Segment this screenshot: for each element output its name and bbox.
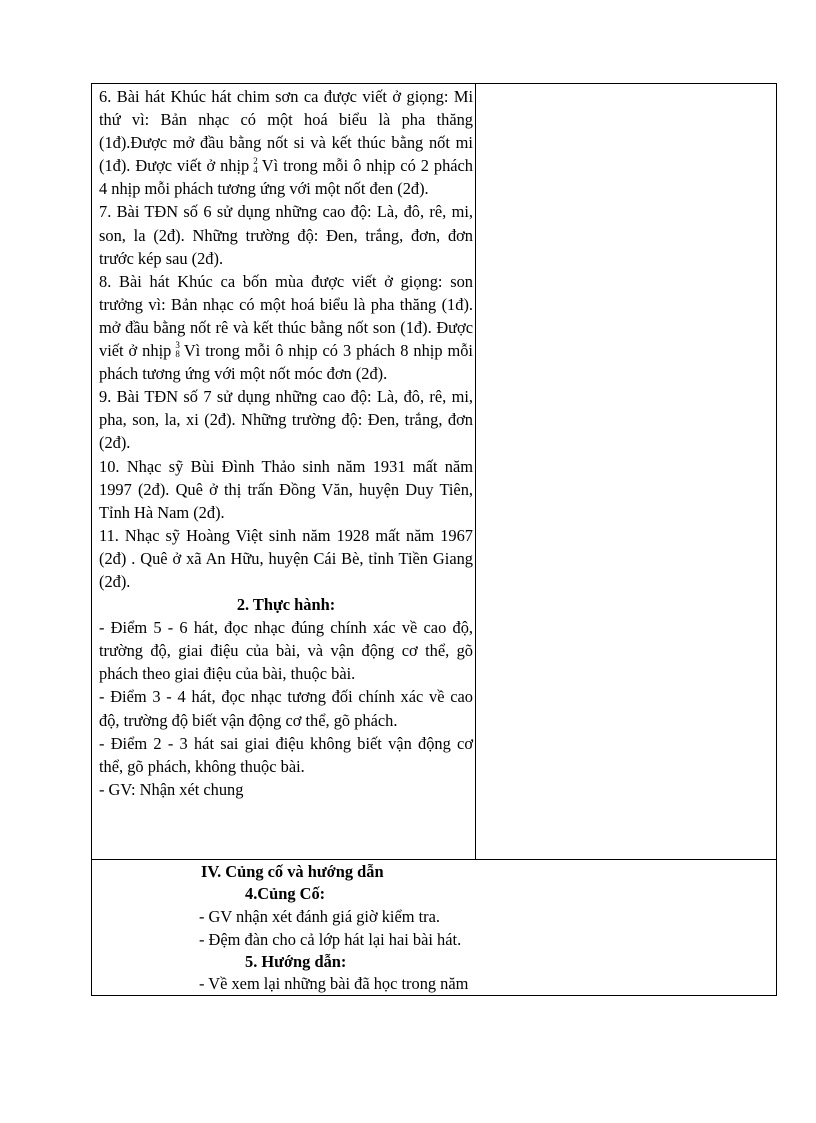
row-divider (92, 859, 776, 860)
practice-teacher-note: - GV: Nhận xét chung (99, 779, 244, 799)
section-heading: IV. Củng cố và hướng dẫn (201, 862, 384, 881)
practice-heading: 2. Thực hành: (236, 595, 336, 615)
answer-text (99, 85, 473, 801)
time-signature-3-8: 3 8 (175, 340, 180, 360)
guide-item-1: - Về xem lại những bài đã học trong năm (199, 974, 469, 993)
practice-criterion-1: - Điểm 5 - 6 hát, đọc nhạc đúng chính xác về cao độ, trường độ, giai điệu của bài, và vận động cơ thể, gõ phách theo giai điệu của bài, thuộc bài. (99, 618, 473, 684)
answer-7: 7. Bài TĐN số 6 sử dụng những cao độ: Là, đô, rê, mi, son, la (2đ). Những trường độ: Đen, trắng, đơn, đơn trước kép sau (2đ). (99, 202, 473, 268)
consolidation-cell (92, 861, 776, 995)
consolidate-heading: 4.Củng Cố: (245, 884, 326, 903)
answer-column (92, 84, 476, 859)
consolidate-item-1: - GV nhận xét đánh giá giờ kiểm tra. (199, 907, 440, 926)
time-signature-2-4: 2 4 (253, 155, 258, 175)
consolidate-item-2: - Đệm đàn cho cả lớp hát lại hai bài hát. (199, 930, 462, 949)
answer-11: 11. Nhạc sỹ Hoàng Việt sinh năm 1928 mất năm 1967 (2đ) . Quê ở xã An Hữu, huyện Cái Bè, tỉnh Tiền Giang (2đ). (99, 525, 473, 591)
answer-10: 10. Nhạc sỹ Bùi Đình Thảo sinh năm 1931 mất năm 1997 (2đ). Quê ở thị trấn Đồng Văn, huyện Duy Tiên, Tỉnh Hà Nam (2đ). (99, 456, 473, 522)
answer-8: 8. Bài hát Khúc ca bốn mùa được viết ở giọng: son trưởng vì: Bản nhạc có một hoá biểu là pha thăng (1đ). mở đầu bằng nốt rê và kết thúc bằng nốt son (1đ). Được viết ở nhịp 3 8 Vì trong mỗi ô nhịp có 3 phách 8 nhịp mỗi phách tương ứng với một nốt móc đơn (2đ). (99, 271, 473, 384)
answer-6: 6. Bài hát Khúc hát chim sơn ca được viết ở giọng: Mi thứ vì: Bản nhạc có một hoá biểu là pha thăng (1đ).Được mở đầu bằng nốt si và kết thúc bằng nốt mi (1đ). Được viết ở nhịp 2 4 Vì trong mỗi ô nhịp có 2 phách 4 nhịp mỗi phách tương ứng với một nốt đen (2đ). (99, 87, 474, 199)
practice-criterion-3: - Điểm 2 - 3 hát sai giai điệu không biết vận động cơ thể, gõ phách, không thuộc bài. (99, 733, 473, 776)
answer-9: 9. Bài TĐN số 7 sử dụng những cao độ: Là, đô, rê, mi, pha, son, la, xi (2đ). Những trường độ: Đen, trắng, đơn (2đ). (99, 387, 473, 453)
guide-heading: 5. Hướng dẫn: (245, 952, 347, 971)
practice-criterion-2: - Điểm 3 - 4 hát, đọc nhạc tương đối chính xác về cao độ, trường độ biết vận động cơ thể, gõ phách. (99, 687, 473, 730)
lesson-table (91, 83, 777, 996)
